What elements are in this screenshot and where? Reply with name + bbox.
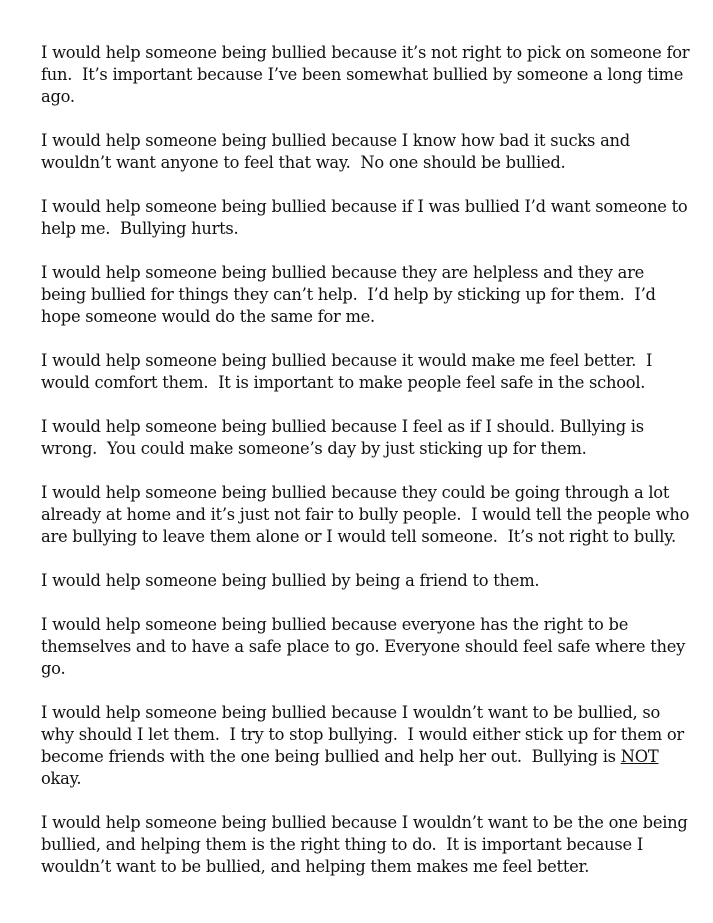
text-line: hope someone would do the same for me. xyxy=(41,307,375,326)
text-line: being bullied for things they can’t help. I’d help by sticking up for them. I’d xyxy=(41,285,656,304)
text-line: wrong. You could make someone’s day by just sticking up for them. xyxy=(41,439,587,458)
text-line: I would help someone being bullied because it’s not right to pick on someone for xyxy=(41,43,690,62)
paragraph-8 xyxy=(41,570,691,592)
text-line: would comfort them. It is important to make people feel safe in the school. xyxy=(41,373,646,392)
paragraph-11 xyxy=(41,812,691,878)
text-line: I would help someone being bullied because they are helpless and they are xyxy=(41,263,645,282)
paragraph-7 xyxy=(41,482,691,548)
text-line: I would help someone being bullied because I wouldn’t want to be bullied, so xyxy=(41,703,661,722)
document-body xyxy=(41,42,691,900)
text-line: already at home and it’s just not fair to bully people. I would tell the people who xyxy=(41,505,690,524)
paragraph-5 xyxy=(41,350,691,394)
text-line: okay. xyxy=(41,769,82,788)
text-segment: become friends with the one being bullied and help her out. Bullying is xyxy=(41,747,621,766)
text-line: I would help someone being bullied by being a friend to them. xyxy=(41,571,540,590)
text-line xyxy=(41,746,691,768)
text-line: are bullying to leave them alone or I would tell someone. It’s not right to bully. xyxy=(41,527,676,546)
paragraph-4 xyxy=(41,262,691,328)
text-line: wouldn’t want to be bullied, and helping them makes me feel better. xyxy=(41,857,590,876)
text-line: I would help someone being bullied because I feel as if I should. Bullying is xyxy=(41,417,644,436)
paragraph-9 xyxy=(41,614,691,680)
paragraph-3 xyxy=(41,196,691,240)
text-line: help me. Bullying hurts. xyxy=(41,219,239,238)
text-line: fun. It’s important because I’ve been somewhat bullied by someone a long time xyxy=(41,65,684,84)
paragraph-6 xyxy=(41,416,691,460)
text-line: I would help someone being bullied because if I was bullied I’d want someone to xyxy=(41,197,688,216)
text-line: I would help someone being bullied because I know how bad it sucks and xyxy=(41,131,630,150)
text-line: I would help someone being bullied because they could be going through a lot xyxy=(41,483,670,502)
paragraph-10 xyxy=(41,702,691,790)
text-line: bullied, and helping them is the right thing to do. It is important because I xyxy=(41,835,644,854)
text-line: why should I let them. I try to stop bullying. I would either stick up for them or xyxy=(41,725,684,744)
paragraph-2 xyxy=(41,130,691,174)
text-line: ago. xyxy=(41,87,75,106)
text-line: wouldn’t want anyone to feel that way. No one should be bullied. xyxy=(41,153,566,172)
paragraph-1 xyxy=(41,42,691,108)
text-line: themselves and to have a safe place to go. Everyone should feel safe where they xyxy=(41,637,686,656)
underlined-emphasis: NOT xyxy=(620,747,659,766)
text-line: I would help someone being bullied because it would make me feel better. I xyxy=(41,351,653,370)
text-line: go. xyxy=(41,659,66,678)
text-line: I would help someone being bullied because everyone has the right to be xyxy=(41,615,629,634)
text-line: I would help someone being bullied because I wouldn’t want to be the one being xyxy=(41,813,688,832)
